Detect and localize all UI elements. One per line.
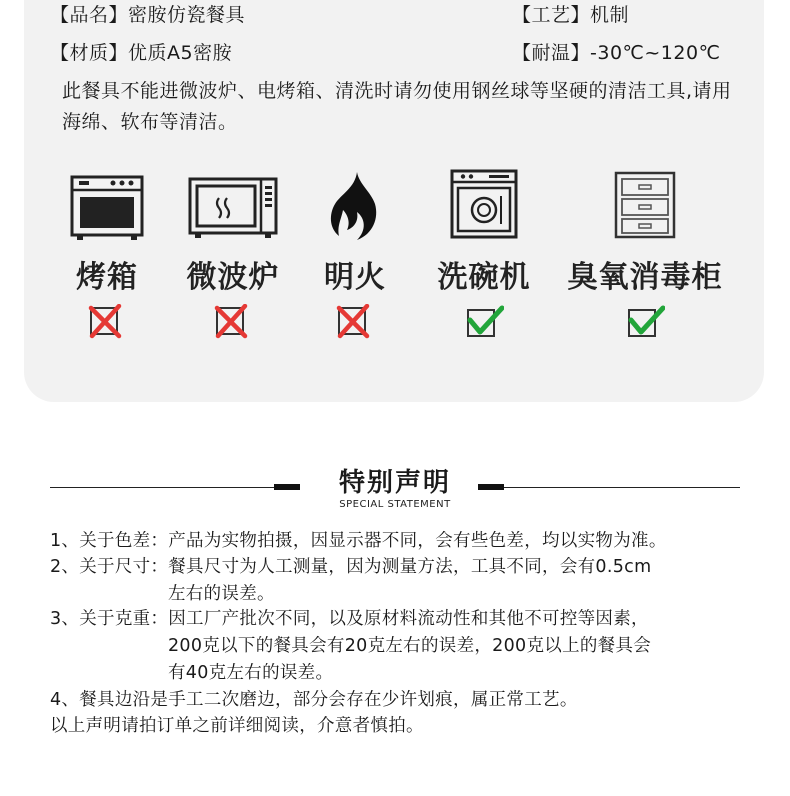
check-icon bbox=[464, 304, 504, 340]
cross-icon bbox=[87, 304, 127, 340]
usage-label: 明火 bbox=[324, 260, 386, 295]
spec-craft-label: 【工艺】 bbox=[512, 4, 591, 26]
spec-name-label: 【品名】 bbox=[50, 4, 129, 26]
usage-open-fire bbox=[290, 166, 420, 340]
usage-label: 臭氧消毒柜 bbox=[567, 260, 723, 295]
spec-temperature-label: 【耐温】 bbox=[512, 42, 591, 64]
statement-item-2-cont: 左右的误差。 bbox=[168, 584, 275, 604]
spec-craft bbox=[512, 0, 629, 27]
statement-title: 特别声明 bbox=[338, 468, 451, 498]
statement-item-3-cont: 有40克左右的误差。 bbox=[168, 663, 334, 683]
spec-material bbox=[50, 38, 232, 65]
check-icon bbox=[625, 304, 665, 340]
spec-material-value: 优质A5密胺 bbox=[128, 42, 233, 64]
spec-name-value: 密胺仿瓷餐具 bbox=[128, 4, 246, 26]
usage-notice: 此餐具不能进微波炉、电烤箱、清洗时请勿使用钢丝球等坚硬的清洁工具,请用海绵、软布等清洁。 bbox=[62, 80, 732, 133]
disinfection-cabinet-icon bbox=[580, 166, 710, 242]
fire-icon bbox=[290, 166, 420, 242]
statement-closing: 以上声明请拍订单之前详细阅读，介意者慎拍。 bbox=[50, 716, 424, 736]
statement-item-3: 3、关于克重：因工厂产批次不同，以及原材料流动性和其他不可控等因素， bbox=[50, 609, 649, 629]
usage-label: 洗碗机 bbox=[437, 260, 531, 295]
divider-right bbox=[504, 487, 740, 488]
spec-temperature-value: -30℃~120℃ bbox=[590, 42, 721, 64]
statement-item-1: 1、关于色差：产品为实物拍摄，因显示器不同，会有些色差，均以实物为准。 bbox=[50, 531, 667, 551]
statement-item-2: 2、关于尺寸：餐具尺寸为人工测量，因为测量方法，工具不同，会有0.5cm bbox=[50, 557, 652, 577]
usage-label: 烤箱 bbox=[76, 260, 138, 295]
dishwasher-icon bbox=[419, 166, 549, 242]
usage-microwave bbox=[168, 166, 298, 340]
usage-label: 微波炉 bbox=[186, 260, 280, 295]
divider-right-bar bbox=[478, 484, 504, 490]
oven-icon bbox=[42, 166, 172, 242]
statement-item-4: 4、餐具边沿是手工二次磨边，部分会存在少许划痕，属正常工艺。 bbox=[50, 690, 578, 710]
spec-craft-value: 机制 bbox=[590, 4, 630, 26]
usage-oven bbox=[42, 166, 172, 340]
cross-icon bbox=[213, 304, 253, 340]
statement-subtitle: SPECIAL STATEMENT bbox=[339, 499, 451, 510]
usage-dishwasher bbox=[419, 166, 549, 340]
spec-temperature bbox=[512, 38, 720, 65]
statement-item-3-cont: 200克以下的餐具会有20克左右的误差，200克以上的餐具会 bbox=[168, 636, 652, 656]
spec-name bbox=[50, 0, 245, 27]
divider-left bbox=[50, 487, 274, 488]
spec-material-label: 【材质】 bbox=[50, 42, 129, 64]
cross-icon bbox=[335, 304, 375, 340]
usage-ozone-cabinet bbox=[567, 166, 723, 340]
microwave-icon bbox=[168, 166, 298, 242]
